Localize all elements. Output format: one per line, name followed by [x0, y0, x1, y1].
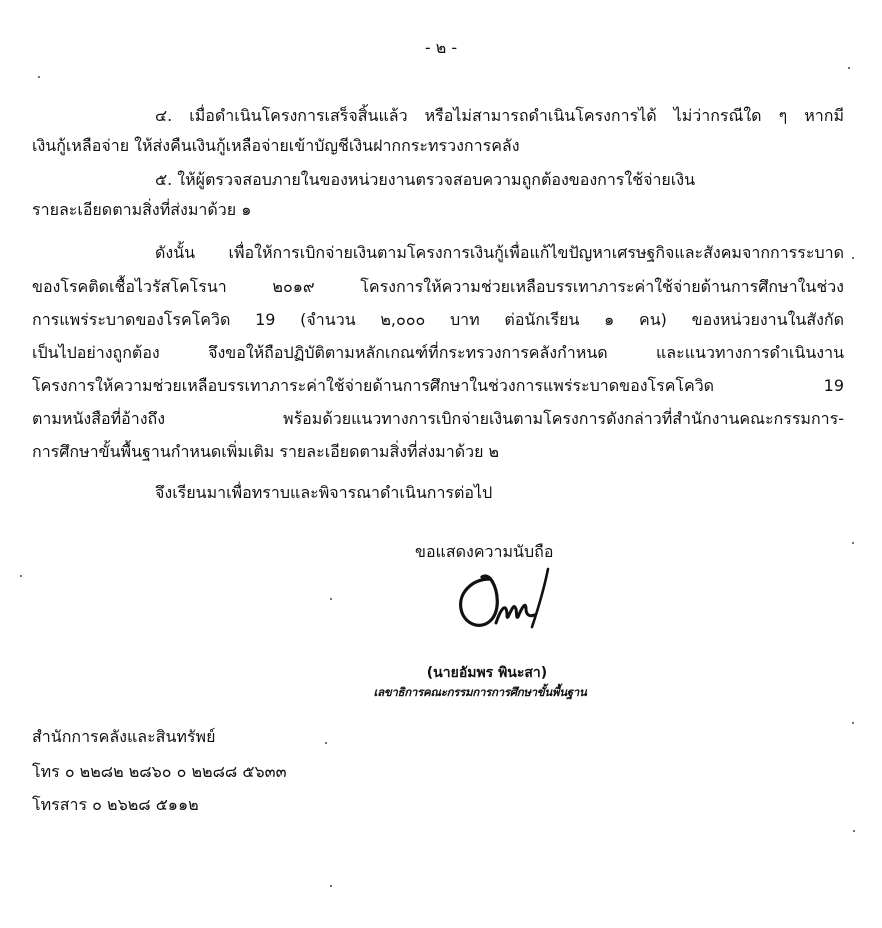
scan-speck	[852, 542, 854, 544]
signer-title: เลขาธิการคณะกรรมการการศึกษาขั้นพื้นฐาน	[373, 685, 587, 699]
scan-speck	[853, 830, 855, 832]
paragraph-1-line-1: ๔. เมื่อดำเนินโครงการเสร็จสิ้นแล้ว หรือไม่สามารถดำเนินโครงการได้ ไม่ว่ากรณีใด ๆ หากมี	[155, 106, 844, 125]
scan-speck	[325, 742, 327, 744]
paragraph-3-line-3: การแพร่ระบาดของโรคโควิด 19 (จำนวน ๒,๐๐๐ บาท ต่อนักเรียน ๑ คน) ของหน่วยงานในสังกัด	[32, 310, 844, 329]
paragraph-3-line-7: การศึกษาขั้นพื้นฐานกำหนดเพิ่มเติม รายละเอียดตามสิ่งที่ส่งมาด้วย ๒	[32, 442, 500, 461]
paragraph-4-line-1: จึงเรียนมาเพื่อทราบและพิจารณาดำเนินการต่อไป	[155, 483, 493, 502]
closing-salutation: ขอแสดงความนับถือ	[415, 542, 554, 561]
footer-fax: โทรสาร ๐ ๒๖๒๘ ๕๑๑๒	[32, 795, 199, 814]
footer-office: สำนักการคลังและสินทรัพย์	[32, 727, 216, 746]
paragraph-1-line-2: เงินกู้เหลือจ่าย ให้ส่งคืนเงินกู้เหลือจ่ายเข้าบัญชีเงินฝากกระทรวงการคลัง	[32, 136, 520, 155]
signer-name: (นายอัมพร พินะสา)	[426, 665, 548, 681]
scan-speck	[38, 76, 40, 78]
paragraph-3-line-1: ดังนั้น เพื่อให้การเบิกจ่ายเงินตามโครงการเงินกู้เพื่อแก้ไขปัญหาเศรษฐกิจและสังคมจากการระบาด	[155, 243, 844, 262]
scan-speck	[330, 885, 332, 887]
paragraph-3-line-4: เป็นไปอย่างถูกต้อง จึงขอให้ถือปฏิบัติตามหลักเกณฑ์ที่กระทรวงการคลังกำหนด และแนวทางการดำเนินงาน	[32, 343, 844, 362]
paragraph-3-line-5: โครงการให้ความช่วยเหลือบรรเทาภาระค่าใช้จ่ายด้านการศึกษาในช่วงการแพร่ระบาดของโรคโควิด 19	[32, 376, 844, 395]
paragraph-3-line-2: ของโรคติดเชื้อไวรัสโคโรนา ๒๐๑๙ โครงการให้ความช่วยเหลือบรรเทาภาระค่าใช้จ่ายด้านการศึกษาในช่วง	[32, 277, 844, 296]
scan-speck	[330, 598, 332, 600]
paragraph-2-line-2: รายละเอียดตามสิ่งที่ส่งมาด้วย ๑	[32, 200, 252, 219]
scan-speck	[848, 67, 850, 69]
paragraph-3-line-6: ตามหนังสือที่อ้างถึง พร้อมด้วยแนวทางการเบิกจ่ายเงินตามโครงการดังกล่าวที่สำนักงานคณะกรรมการ-	[32, 409, 844, 428]
page-number: - ๒ -	[424, 38, 458, 57]
paragraph-2-line-1: ๕. ให้ผู้ตรวจสอบภายในของหน่วยงานตรวจสอบความถูกต้องของการใช้จ่ายเงิน	[155, 170, 696, 189]
signature-mark	[452, 565, 556, 637]
scan-speck	[852, 722, 854, 724]
scan-speck	[852, 257, 854, 259]
footer-phone: โทร ๐ ๒๒๘๒ ๒๘๖๐ ๐ ๒๒๘๘ ๕๖๓๓	[32, 762, 287, 781]
scan-speck	[20, 575, 22, 577]
